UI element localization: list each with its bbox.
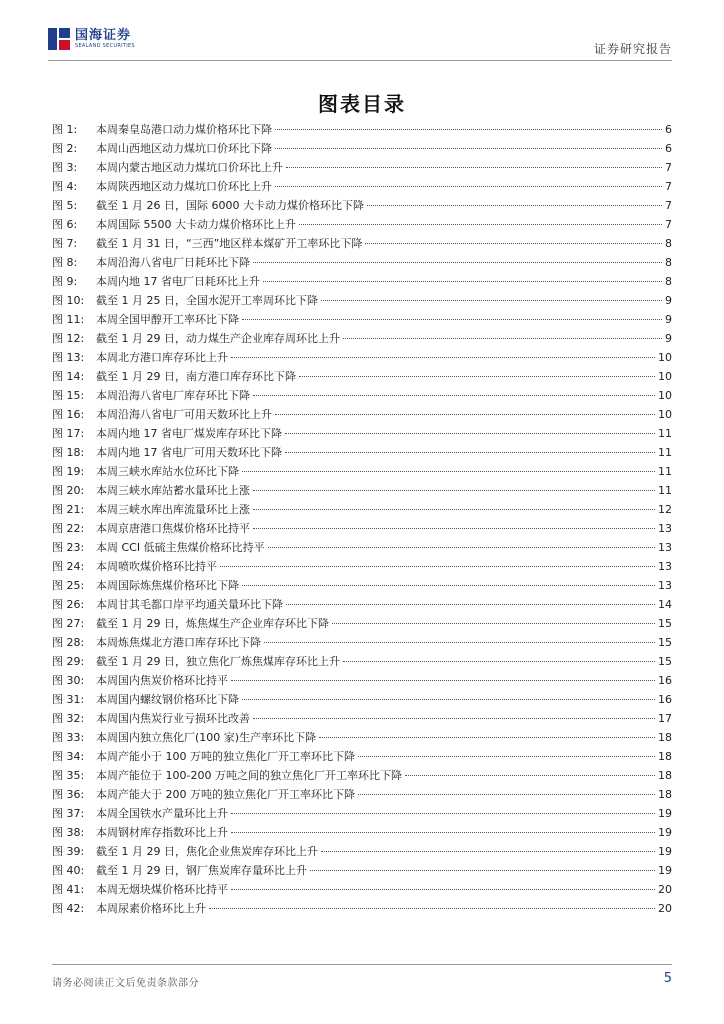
toc-entry-label: 图 30: — [52, 674, 85, 687]
toc-entry-label: 图 35: — [52, 769, 85, 782]
toc-entry[interactable] — [52, 671, 672, 690]
toc-leader-dots — [242, 585, 655, 586]
toc-leader-dots — [253, 262, 662, 263]
toc-entry-page: 9 — [665, 332, 672, 345]
page-header — [48, 26, 672, 61]
toc-leader-dots — [253, 395, 655, 396]
toc-entry-page: 19 — [658, 826, 672, 839]
toc-entry-title: 本周全国铁水产量环比上升 — [96, 807, 228, 820]
toc-entry-title: 截至 1 月 29 日，动力煤生产企业库存周环比上升 — [96, 332, 340, 345]
toc-entry[interactable] — [52, 158, 672, 177]
logo-name-en: SEALAND SECURITIES — [75, 42, 135, 49]
toc-leader-dots — [299, 224, 662, 225]
toc-entry[interactable] — [52, 804, 672, 823]
toc-entry[interactable] — [52, 766, 672, 785]
toc-entry-page: 18 — [658, 750, 672, 763]
toc-entry-page: 16 — [658, 693, 672, 706]
toc-entry-title: 截至 1 月 29 日，炼焦煤生产企业库存环比下降 — [96, 617, 329, 630]
toc-entry-label: 图 31: — [52, 693, 85, 706]
toc-leader-dots — [285, 452, 655, 453]
toc-entry-title: 本周三峡水库出库流量环比上涨 — [96, 503, 250, 516]
toc-entry-label: 图 37: — [52, 807, 85, 820]
toc-leader-dots — [242, 699, 655, 700]
toc-entry-page: 18 — [658, 769, 672, 782]
toc-entry-title: 本周沿海八省电厂库存环比下降 — [96, 389, 250, 402]
toc-entry[interactable] — [52, 728, 672, 747]
toc-leader-dots — [321, 300, 662, 301]
toc-entry[interactable] — [52, 291, 672, 310]
toc-entry[interactable] — [52, 329, 672, 348]
toc-leader-dots — [405, 775, 655, 776]
toc-leader-dots — [358, 756, 655, 757]
toc-entry-page: 8 — [665, 256, 672, 269]
toc-leader-dots — [299, 376, 655, 377]
toc-entry-title: 本周国际炼焦煤价格环比下降 — [96, 579, 239, 592]
toc-entry-title: 本周全国甲醇开工率环比下降 — [96, 313, 239, 326]
toc-entry-label: 图 19: — [52, 465, 85, 478]
toc-entry[interactable] — [52, 842, 672, 861]
toc-entry-title: 本周甘其毛都口岸平均通关量环比下降 — [96, 598, 283, 611]
toc-entry-title: 本周 CCI 低硫主焦煤价格环比持平 — [96, 541, 265, 554]
toc-leader-dots — [319, 737, 655, 738]
toc-entry-title: 本周内蒙古地区动力煤坑口价环比上升 — [96, 161, 283, 174]
toc-entry-title: 本周产能大于 200 万吨的独立焦化厂开工率环比下降 — [96, 788, 355, 801]
toc-leader-dots — [231, 889, 655, 890]
toc-entry[interactable] — [52, 709, 672, 728]
toc-entry-page: 13 — [658, 522, 672, 535]
toc-entry-page: 10 — [658, 370, 672, 383]
toc-entry-label: 图 7: — [52, 237, 78, 250]
toc-leader-dots — [275, 148, 662, 149]
toc-leader-dots — [343, 661, 655, 662]
toc-entry-page: 19 — [658, 845, 672, 858]
toc-entry-label: 图 16: — [52, 408, 85, 421]
toc-entry-label: 图 41: — [52, 883, 85, 896]
toc-entry-page: 11 — [658, 465, 672, 478]
toc-entry-label: 图 15: — [52, 389, 85, 402]
toc-entry-label: 图 5: — [52, 199, 78, 212]
toc-entry-label: 图 9: — [52, 275, 78, 288]
toc-entry[interactable] — [52, 500, 672, 519]
toc-entry-page: 11 — [658, 427, 672, 440]
toc-entry-label: 图 14: — [52, 370, 85, 383]
toc-entry-title: 本周产能小于 100 万吨的独立焦化厂开工率环比下降 — [96, 750, 355, 763]
toc-entry-title: 本周国内独立焦化厂(100 家)生产率环比下降 — [96, 731, 317, 744]
toc-leader-dots — [253, 528, 655, 529]
toc-entry[interactable] — [52, 272, 672, 291]
toc-entry[interactable] — [52, 614, 672, 633]
toc-entry-label: 图 25: — [52, 579, 85, 592]
toc-entry-label: 图 29: — [52, 655, 85, 668]
toc-entry-label: 图 1: — [52, 123, 78, 136]
company-logo — [48, 28, 135, 50]
toc-entry-page: 18 — [658, 731, 672, 744]
toc-entry[interactable] — [52, 386, 672, 405]
toc-leader-dots — [286, 604, 655, 605]
toc-entry-page: 14 — [658, 598, 672, 611]
toc-leader-dots — [365, 243, 662, 244]
page-footer — [52, 964, 672, 995]
toc-entry-title: 截至 1 月 29 日，独立焦化厂炼焦煤库存环比上升 — [96, 655, 340, 668]
toc-leader-dots — [242, 319, 662, 320]
toc-entry-title: 本周京唐港口焦煤价格环比持平 — [96, 522, 250, 535]
toc-leader-dots — [220, 566, 655, 567]
toc-entry-label: 图 33: — [52, 731, 85, 744]
toc-entry-label: 图 36: — [52, 788, 85, 801]
toc-leader-dots — [231, 680, 655, 681]
toc-entry-label: 图 20: — [52, 484, 85, 497]
toc-entry-label: 图 17: — [52, 427, 85, 440]
toc-leader-dots — [343, 338, 662, 339]
toc-entry-label: 图 18: — [52, 446, 85, 459]
toc-entry-label: 图 38: — [52, 826, 85, 839]
toc-entry-page: 10 — [658, 351, 672, 364]
page-number: 5 — [663, 971, 672, 986]
toc-entry[interactable] — [52, 310, 672, 329]
toc-entry-label: 图 26: — [52, 598, 85, 611]
toc-entry-page: 19 — [658, 864, 672, 877]
toc-entry[interactable] — [52, 633, 672, 652]
toc-entry[interactable] — [52, 234, 672, 253]
toc-entry-page: 13 — [658, 579, 672, 592]
toc-entry-page: 19 — [658, 807, 672, 820]
toc-leader-dots — [367, 205, 662, 206]
toc-entry-page: 13 — [658, 560, 672, 573]
toc-entry[interactable] — [52, 880, 672, 899]
toc-leader-dots — [310, 870, 655, 871]
toc-entry-page: 17 — [658, 712, 672, 725]
toc-entry[interactable] — [52, 747, 672, 766]
toc-leader-dots — [268, 547, 655, 548]
toc-entry-title: 本周无烟块煤价格环比持平 — [96, 883, 228, 896]
toc-entry-label: 图 4: — [52, 180, 78, 193]
toc-entry-label: 图 40: — [52, 864, 85, 877]
toc-entry-page: 15 — [658, 617, 672, 630]
toc-entry-page: 7 — [665, 218, 672, 231]
toc-entry-title: 本周产能位于 100-200 万吨之间的独立焦化厂开工率环比下降 — [96, 769, 402, 782]
report-type-label: 证券研究报告 — [593, 42, 672, 56]
toc-leader-dots — [286, 167, 662, 168]
toc-entry-label: 图 10: — [52, 294, 85, 307]
toc-entry-title: 截至 1 月 31 日，“三西”地区样本煤矿开工率环比下降 — [96, 237, 363, 250]
toc-entry-title: 本周内地 17 省电厂可用天数环比下降 — [96, 446, 282, 459]
toc-entry[interactable] — [52, 120, 672, 139]
toc-leader-dots — [332, 623, 655, 624]
toc-entry[interactable] — [52, 861, 672, 880]
toc-entry-label: 图 11: — [52, 313, 85, 326]
toc-entry-title: 本周国际 5500 大卡动力煤价格环比上升 — [96, 218, 296, 231]
toc-entry[interactable] — [52, 595, 672, 614]
toc-entry-title: 本周北方港口库存环比上升 — [96, 351, 228, 364]
toc-entry[interactable] — [52, 367, 672, 386]
toc-entry-title: 本周尿素价格环比上升 — [96, 902, 206, 915]
toc-entry[interactable] — [52, 690, 672, 709]
toc-entry-page: 16 — [658, 674, 672, 687]
toc-entry-title: 本周国内螺纹钢价格环比下降 — [96, 693, 239, 706]
toc-leader-dots — [263, 281, 662, 282]
toc-entry[interactable] — [52, 899, 672, 918]
toc-leader-dots — [264, 642, 655, 643]
toc-leader-dots — [275, 414, 655, 415]
toc-entry-title: 本周沿海八省电厂可用天数环比上升 — [96, 408, 272, 421]
toc-leader-dots — [275, 186, 662, 187]
toc-entry[interactable] — [52, 253, 672, 272]
toc-entry-page: 7 — [665, 199, 672, 212]
toc-entry-title: 本周国内焦炭行业亏损环比改善 — [96, 712, 250, 725]
toc-entry-label: 图 12: — [52, 332, 85, 345]
toc-entry-title: 截至 1 月 29 日，焦化企业焦炭库存环比上升 — [96, 845, 318, 858]
toc-leader-dots — [242, 471, 655, 472]
toc-entry-title: 本周三峡水库站水位环比下降 — [96, 465, 239, 478]
toc-leader-dots — [231, 813, 655, 814]
toc-entry-page: 18 — [658, 788, 672, 801]
toc-entry-title: 截至 1 月 29 日，钢厂焦炭库存量环比上升 — [96, 864, 307, 877]
figure-table-of-contents — [52, 120, 672, 918]
toc-entry-title: 本周三峡水库站蓄水量环比上涨 — [96, 484, 250, 497]
toc-entry[interactable] — [52, 785, 672, 804]
toc-entry-label: 图 24: — [52, 560, 85, 573]
toc-entry-label: 图 22: — [52, 522, 85, 535]
toc-entry[interactable] — [52, 652, 672, 671]
page-title: 图表目录 — [318, 92, 406, 116]
toc-entry-label: 图 39: — [52, 845, 85, 858]
toc-entry-page: 20 — [658, 902, 672, 915]
toc-entry-title: 本周内地 17 省电厂煤炭库存环比下降 — [96, 427, 282, 440]
toc-entry-title: 本周炼焦煤北方港口库存环比下降 — [96, 636, 261, 649]
toc-leader-dots — [321, 851, 655, 852]
toc-entry-page: 15 — [658, 636, 672, 649]
logo-name-cn: 国海证券 — [75, 27, 132, 43]
toc-entry-page: 8 — [665, 237, 672, 250]
toc-entry-page: 12 — [658, 503, 672, 516]
toc-entry[interactable] — [52, 519, 672, 538]
toc-entry-title: 本周喷吹煤价格环比持平 — [96, 560, 217, 573]
toc-entry[interactable] — [52, 538, 672, 557]
toc-entry-label: 图 27: — [52, 617, 85, 630]
toc-entry-label: 图 34: — [52, 750, 85, 763]
toc-entry-page: 8 — [665, 275, 672, 288]
toc-entry-title: 本周钢材库存指数环比上升 — [96, 826, 228, 839]
toc-entry[interactable] — [52, 215, 672, 234]
toc-entry-page: 7 — [665, 180, 672, 193]
toc-entry-page: 13 — [658, 541, 672, 554]
toc-entry-title: 截至 1 月 26 日，国际 6000 大卡动力煤价格环比下降 — [96, 199, 364, 212]
toc-entry-page: 11 — [658, 446, 672, 459]
toc-entry-page: 9 — [665, 313, 672, 326]
toc-entry[interactable] — [52, 576, 672, 595]
toc-leader-dots — [275, 129, 662, 130]
toc-entry-page: 11 — [658, 484, 672, 497]
toc-entry-title: 本周陕西地区动力煤坑口价环比上升 — [96, 180, 272, 193]
toc-entry-label: 图 6: — [52, 218, 78, 231]
toc-entry[interactable] — [52, 139, 672, 158]
toc-leader-dots — [253, 509, 655, 510]
toc-entry-title: 本周内地 17 省电厂日耗环比上升 — [96, 275, 260, 288]
toc-leader-dots — [358, 794, 655, 795]
toc-entry-label: 图 2: — [52, 142, 78, 155]
toc-entry-label: 图 21: — [52, 503, 85, 516]
toc-entry[interactable] — [52, 424, 672, 443]
toc-entry-label: 图 42: — [52, 902, 85, 915]
toc-entry-page: 6 — [665, 123, 672, 136]
toc-entry-page: 7 — [665, 161, 672, 174]
toc-entry[interactable] — [52, 462, 672, 481]
toc-entry-label: 图 3: — [52, 161, 78, 174]
toc-entry-page: 20 — [658, 883, 672, 896]
toc-entry-label: 图 23: — [52, 541, 85, 554]
toc-leader-dots — [253, 490, 655, 491]
toc-leader-dots — [209, 908, 655, 909]
toc-entry-title: 本周沿海八省电厂日耗环比下降 — [96, 256, 250, 269]
toc-entry[interactable] — [52, 481, 672, 500]
toc-entry-page: 9 — [665, 294, 672, 307]
toc-entry-page: 6 — [665, 142, 672, 155]
toc-entry-label: 图 32: — [52, 712, 85, 725]
toc-entry[interactable] — [52, 557, 672, 576]
toc-entry-title: 本周山西地区动力煤坑口价环比下降 — [96, 142, 272, 155]
toc-entry[interactable] — [52, 443, 672, 462]
logo-mark-icon — [48, 28, 70, 50]
toc-entry-title: 本周秦皇岛港口动力煤价格环比下降 — [96, 123, 272, 136]
toc-entry-page: 10 — [658, 408, 672, 421]
toc-entry-title: 截至 1 月 25 日，全国水泥开工率周环比下降 — [96, 294, 318, 307]
toc-entry-label: 图 28: — [52, 636, 85, 649]
toc-entry[interactable] — [52, 823, 672, 842]
toc-entry[interactable] — [52, 405, 672, 424]
toc-leader-dots — [231, 832, 655, 833]
toc-leader-dots — [253, 718, 655, 719]
toc-entry-label: 图 8: — [52, 256, 78, 269]
toc-leader-dots — [285, 433, 655, 434]
toc-entry[interactable] — [52, 177, 672, 196]
toc-entry-title: 本周国内焦炭价格环比持平 — [96, 674, 228, 687]
toc-entry-page: 10 — [658, 389, 672, 402]
toc-entry-page: 15 — [658, 655, 672, 668]
disclaimer-text: 请务必阅读正文后免责条款部分 — [52, 978, 199, 989]
toc-entry-title: 截至 1 月 29 日，南方港口库存环比下降 — [96, 370, 296, 383]
toc-entry[interactable] — [52, 348, 672, 367]
toc-leader-dots — [231, 357, 655, 358]
toc-entry-label: 图 13: — [52, 351, 85, 364]
toc-entry[interactable] — [52, 196, 672, 215]
